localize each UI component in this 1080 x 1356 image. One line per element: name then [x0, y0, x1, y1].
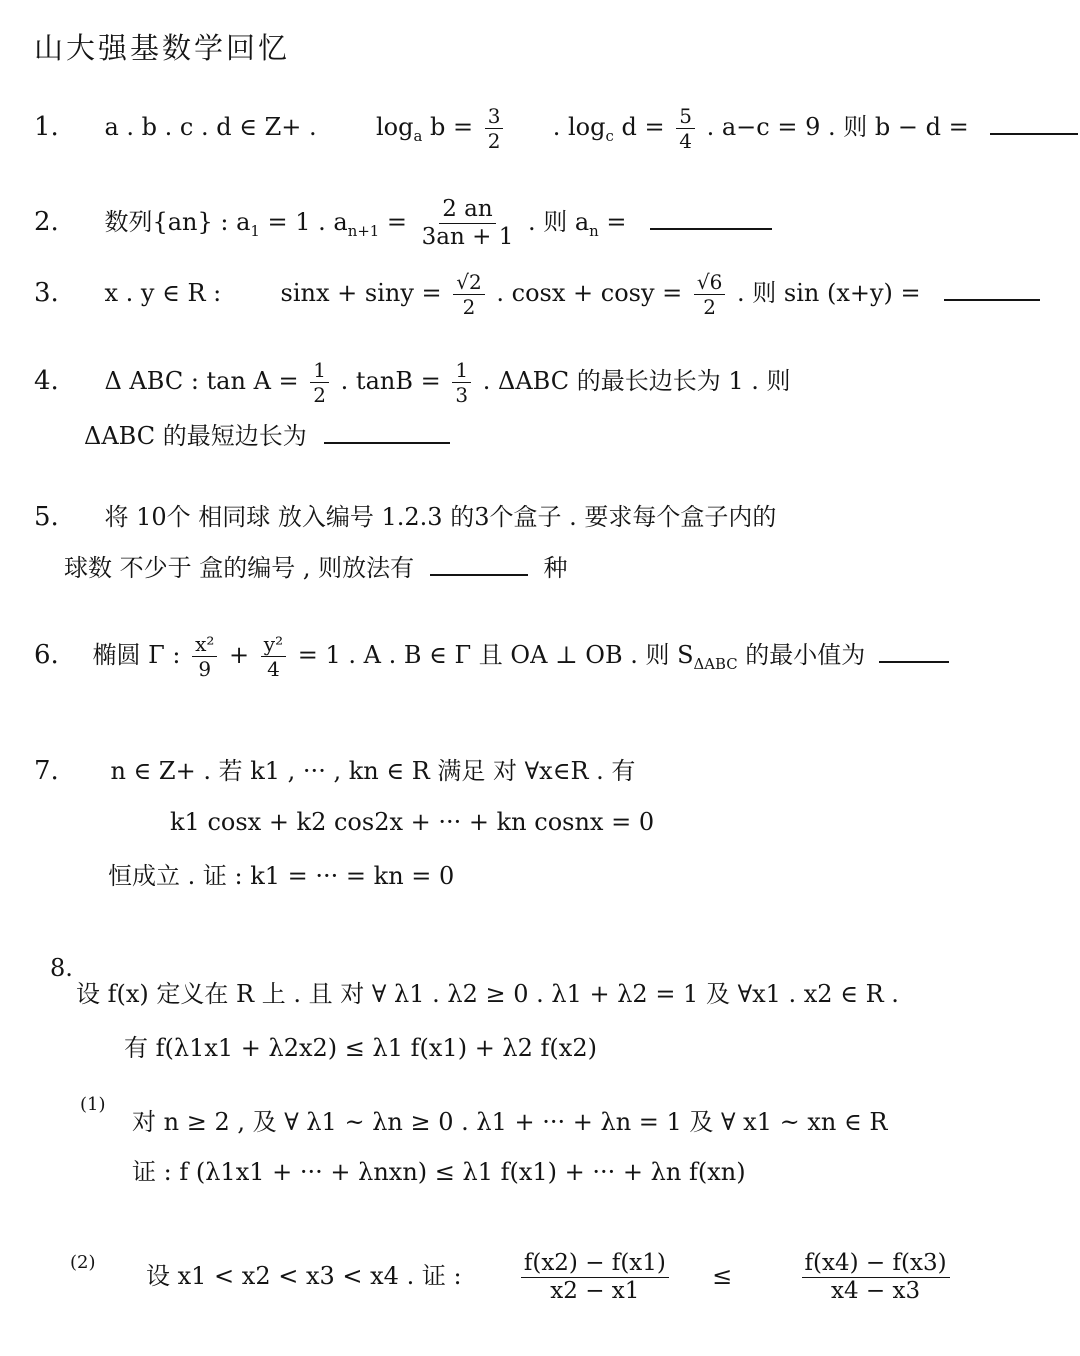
q1-part: b =: [429, 113, 474, 141]
numerator: f(x2) − f(x1): [521, 1252, 669, 1278]
q5-line: 球数 不少于 盒的编号 , 则放法有: [64, 554, 415, 582]
numerator: 2 an: [439, 198, 495, 224]
question-5: [34, 504, 776, 530]
numerator: 5: [676, 106, 695, 129]
numerator: √2: [453, 272, 484, 295]
q1-part: a . b . c . d ∈ Z+ .: [104, 113, 317, 141]
answer-blank[interactable]: [879, 660, 949, 663]
numerator: √6: [694, 272, 725, 295]
q4-part: . tanB =: [340, 367, 441, 395]
q2-part: = 1 . a: [267, 208, 348, 236]
question-7: [34, 758, 635, 784]
fraction: [419, 198, 517, 249]
q1-part: . a−c = 9 . 则 b − d =: [706, 113, 969, 141]
question-4-line-2: [84, 424, 450, 448]
q1-sub: a: [413, 126, 423, 145]
denominator: 2: [703, 295, 716, 319]
q2-sub: 1: [250, 221, 260, 240]
q1-sub: c: [605, 126, 614, 145]
question-4: [34, 360, 791, 405]
q2-part: =: [386, 208, 407, 236]
question-number: 8.: [50, 954, 73, 982]
question-8-line-1: [76, 982, 899, 1006]
q7-line: n ∈ Z+ . 若 k1 , ··· , kn ∈ R 满足 对 ∀x∈R . 有: [110, 757, 636, 785]
question-number: 7.: [34, 756, 59, 786]
q5-line: 种: [543, 554, 568, 582]
answer-blank[interactable]: [990, 132, 1078, 135]
denominator: 3: [455, 383, 469, 407]
question-number: 6.: [34, 640, 59, 670]
question-7-line-2: [170, 810, 654, 834]
q6-part: +: [229, 641, 250, 669]
q1-part: log: [375, 113, 414, 141]
numerator: 1: [310, 360, 329, 383]
denominator: x4 − x3: [831, 1278, 921, 1304]
q5-line: 将 10个 相同球 放入编号 1.2.3 的3个盒子 . 要求每个盒子内的: [104, 503, 777, 531]
q2-part: =: [606, 208, 627, 236]
q6-part: 椭圆 Γ :: [92, 641, 181, 669]
denominator: 4: [679, 129, 692, 153]
q2-sub: n+1: [347, 221, 380, 240]
q8-line: 证 : f (λ1x1 + ··· + λnxn) ≤ λ1 f(x1) + ··· + λn f(xn): [132, 1158, 746, 1186]
question-3: [34, 272, 1040, 317]
fraction: [676, 106, 695, 151]
denominator: 2: [487, 129, 501, 153]
q8-line: 设 f(x) 定义在 R 上 . 且 对 ∀ λ1 . λ2 ≥ 0 . λ1 + λ2 = 1 及 ∀x1 . x2 ∈ R .: [76, 980, 899, 1008]
fraction: [452, 360, 471, 405]
q2-sub: n: [589, 221, 599, 240]
numerator: f(x4) − f(x3): [802, 1252, 950, 1278]
answer-blank[interactable]: [944, 298, 1040, 301]
q1-part: . log: [552, 113, 606, 141]
numerator: y²: [261, 634, 286, 657]
fraction: [694, 272, 725, 317]
part-2-label: (2): [70, 1252, 96, 1273]
q2-part: 数列{an} : a: [104, 208, 251, 236]
question-6: [34, 634, 949, 679]
denominator: 2: [313, 383, 327, 407]
page-title: 山大强基数学回忆: [34, 31, 291, 65]
q8-line: 对 n ≥ 2 , 及 ∀ λ1 ~ λn ≥ 0 . λ1 + ··· + λn = 1 及 ∀ x1 ~ xn ∈ R: [132, 1108, 888, 1136]
q6-part: = 1 . A . B ∈ Γ 且 OA ⊥ OB . 则 S: [297, 641, 694, 669]
q7-line: 恒成立 . 证 : k1 = ··· = kn = 0: [108, 862, 455, 890]
question-number: 4.: [34, 366, 59, 396]
fraction: [261, 634, 286, 679]
q3-part: . cosx + cosy =: [496, 279, 683, 307]
q7-line: k1 cosx + k2 cos2x + ··· + kn cosnx = 0: [170, 808, 655, 836]
q3-part: x . y ∈ R :: [104, 279, 222, 307]
question-8-number: [50, 956, 73, 980]
question-number: 3.: [34, 278, 59, 308]
q2-part: . 则 a: [527, 208, 590, 236]
denominator: x2 − x1: [550, 1278, 640, 1304]
question-number: 2.: [34, 207, 59, 237]
fraction: [453, 272, 484, 317]
part-2-line: [146, 1252, 954, 1303]
q1-part: d =: [621, 113, 665, 141]
question-8-line-2: [124, 1036, 597, 1060]
numerator: x²: [192, 634, 217, 657]
answer-blank[interactable]: [324, 441, 450, 444]
denominator: 3an + 1: [421, 224, 514, 250]
part-1-label: (1): [80, 1094, 106, 1115]
denominator: 4: [267, 657, 280, 681]
question-2: [34, 198, 772, 249]
answer-blank[interactable]: [430, 573, 528, 576]
q8-line: 设 x1 < x2 < x3 < x4 . 证 :: [146, 1262, 462, 1290]
numerator: 3: [485, 106, 504, 129]
numerator: 1: [452, 360, 471, 383]
fraction: [485, 106, 504, 151]
part-1-line-2: [132, 1160, 746, 1184]
q8-line: 有 f(λ1x1 + λ2x2) ≤ λ1 f(x1) + λ2 f(x2): [124, 1034, 597, 1062]
q4-part: ΔABC 的最短边长为: [84, 422, 307, 450]
question-number: 1.: [34, 112, 59, 142]
answer-blank[interactable]: [650, 227, 772, 230]
denominator: 9: [198, 657, 212, 681]
q3-part: sinx + siny =: [280, 279, 442, 307]
q6-part: 的最小值为: [745, 641, 866, 669]
fraction: [521, 1252, 669, 1303]
question-5-line-2: [64, 556, 567, 580]
denominator: 2: [462, 295, 476, 319]
question-1: [34, 106, 1078, 151]
question-number: 5.: [34, 502, 59, 532]
fraction: [802, 1252, 950, 1303]
question-7-line-3: [108, 864, 454, 888]
q6-sub: ΔABC: [693, 654, 738, 673]
q3-part: . 则 sin (x+y) =: [737, 279, 921, 307]
q8-part: ≤: [712, 1262, 733, 1290]
fraction: [310, 360, 329, 405]
part-1-line-1: [132, 1110, 887, 1134]
fraction: [192, 634, 217, 679]
q4-part: . ΔABC 的最长边长为 1 . 则: [482, 367, 791, 395]
q4-part: Δ ABC : tan A =: [104, 367, 299, 395]
